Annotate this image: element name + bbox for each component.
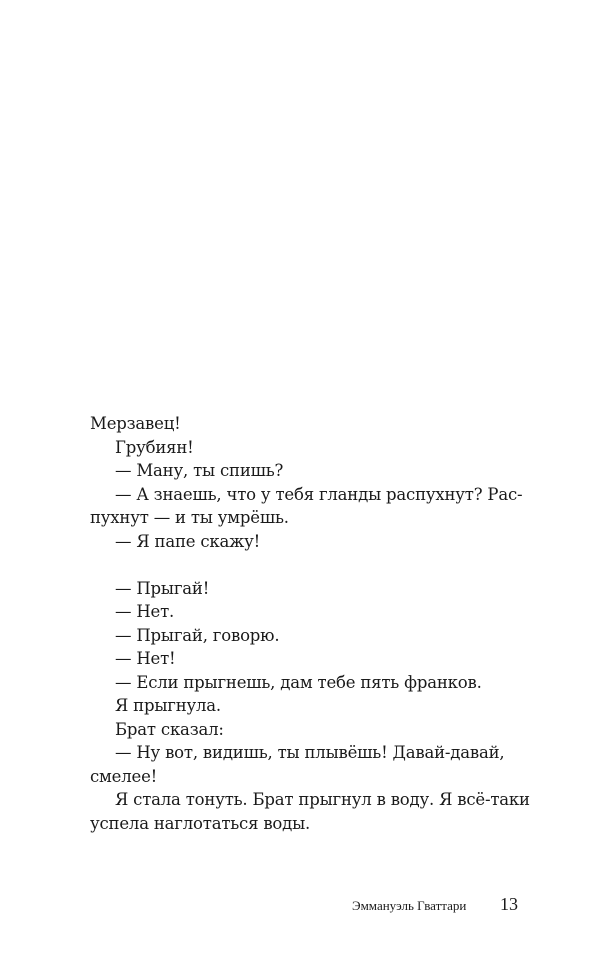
text-line: — А знаешь, что у тебя гланды распухнут? Рас-: [115, 484, 523, 504]
text-line: — Прыгай, говорю.: [115, 625, 280, 645]
running-footer-author: Эммануэль Гваттари: [352, 898, 467, 913]
text-line: — Ну вот, видишь, ты плывёшь! Давай-давай,: [115, 743, 505, 762]
text-line: смелее!: [90, 766, 158, 786]
text-line: — Прыгай!: [115, 578, 210, 598]
text-line: — Нет.: [115, 602, 175, 621]
text-line: Я стала тонуть. Брат прыгнул в воду. Я всё-таки: [115, 790, 530, 809]
text-line: Мерзавец!: [90, 414, 181, 433]
page-body-text: [90, 412, 530, 835]
text-line: — Нет!: [115, 649, 176, 668]
text-line: — Ману, ты спишь?: [115, 461, 284, 480]
text-line: успела наглотаться воды.: [90, 813, 311, 833]
text-line: Грубиян!: [115, 437, 194, 457]
section-break: [90, 553, 520, 577]
text-line: — Если прыгнешь, дам тебе пять франков.: [115, 672, 482, 692]
text-line: Я прыгнула.: [115, 696, 221, 715]
text-line: — Я папе скажу!: [115, 531, 261, 551]
page-number: 13: [500, 894, 518, 914]
text-line: Брат сказал:: [115, 719, 224, 739]
text-line: пухнут — и ты умрёшь.: [90, 508, 289, 527]
